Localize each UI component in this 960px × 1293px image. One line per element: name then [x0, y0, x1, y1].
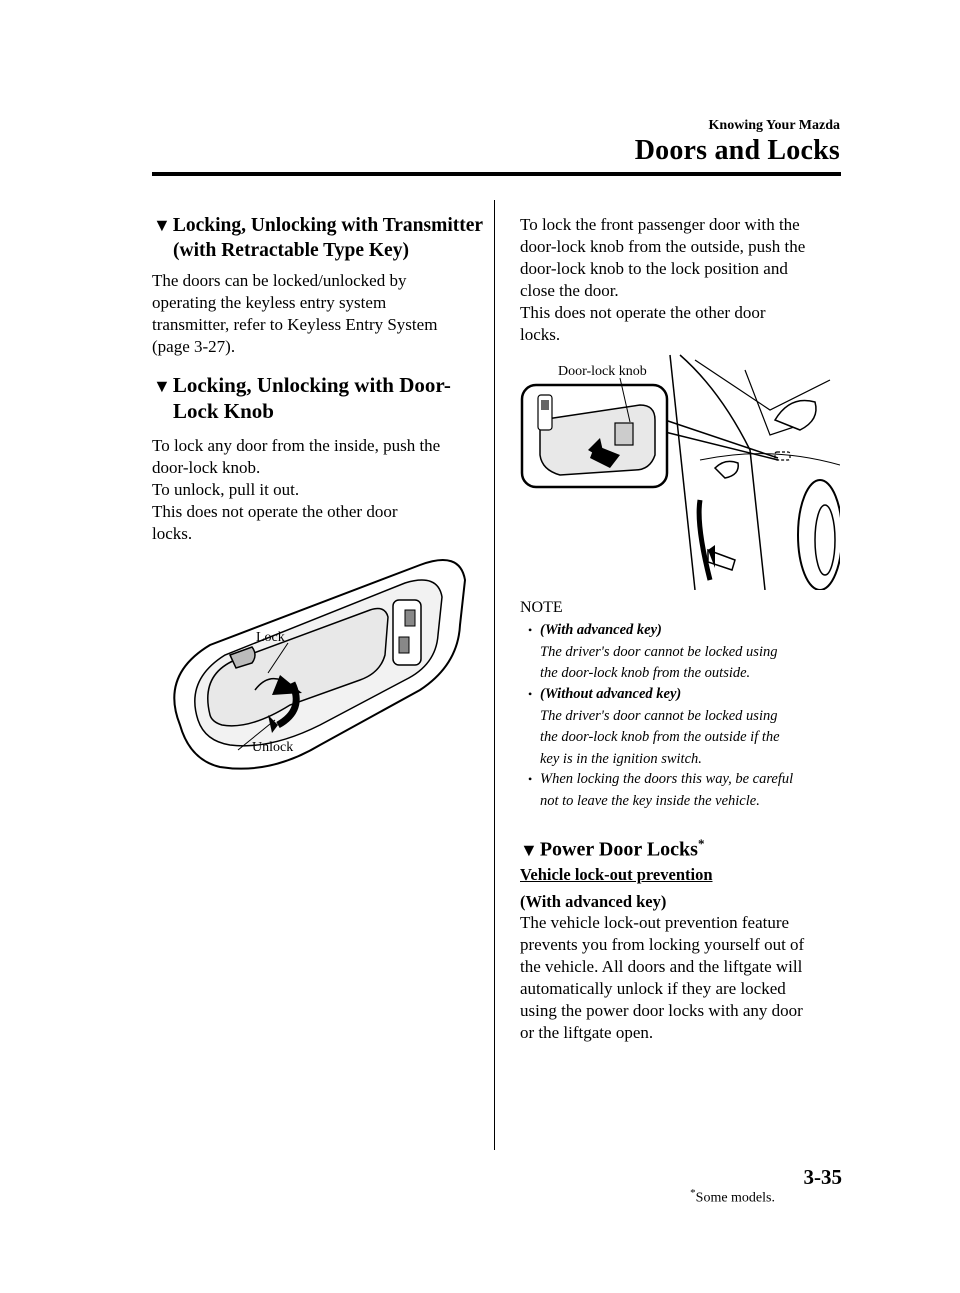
- paragraph-transmitter: The doors can be locked/unlocked by operating the keyless entry system transmitter, refer to Keyless Entry System (page 3-27).: [152, 271, 438, 356]
- triangle-icon: ▼: [153, 376, 171, 396]
- subheading-lockout-prevention: Vehicle lock-out prevention: [520, 865, 713, 884]
- header-rule: [152, 172, 841, 176]
- heading-power-door-locks: ▼ Power Door Locks*: [520, 836, 705, 861]
- heading-door-lock-knob-line2: Lock Knob: [173, 399, 274, 423]
- lock-label: Lock: [256, 630, 285, 645]
- door-lock-knob-part: [615, 423, 633, 445]
- unlock-label: Unlock: [252, 740, 294, 755]
- triangle-icon: ▼: [520, 839, 538, 860]
- column-divider: [494, 200, 495, 1150]
- heading-door-lock-knob: ▼Locking, Unlocking with Door-: [153, 373, 451, 397]
- door-lock-knob-label: Door-lock knob: [558, 364, 647, 379]
- bullet-icon: •: [528, 687, 533, 701]
- some-models-note: *Some models.: [690, 1187, 775, 1206]
- section-title: Doors and Locks: [634, 135, 840, 166]
- heading-transmitter: ▼ Locking, Unlocking with Transmitter: [153, 215, 484, 236]
- note-item-without-advanced-key: • (Without advanced key) The driver's door cannot be locked using the door-lock knob from the outside if the key is in the ignition switch.: [528, 686, 780, 767]
- note-item-careful: • When locking the doors this way, be careful not to leave the key inside the vehicle.: [528, 771, 794, 809]
- page-number: 3-35: [803, 1165, 842, 1189]
- asterisk-mark: *: [697, 836, 705, 851]
- bullet-icon: •: [528, 772, 533, 786]
- paragraph-door-lock-knob: To lock any door from the inside, push the door-lock knob. To unlock, pull it out. This does not operate the other door locks.: [152, 436, 441, 543]
- heading-transmitter-line2: (with Retractable Type Key): [173, 240, 409, 261]
- subheading-with-advanced-key: (With advanced key): [520, 892, 667, 911]
- paragraph-lockout-prevention: The vehicle lock-out prevention feature prevents you from locking yourself out of the vehicle. All doors and the liftgate will automatically unlock if they are locked using the power door locks with any door or the liftgate open.: [520, 913, 805, 1042]
- triangle-icon: ▼: [153, 215, 171, 235]
- paragraph-outside-lock: To lock the front passenger door with the door-lock knob from the outside, push the door-lock knob to the lock position and close the door. This does not operate the other door locks.: [520, 215, 806, 344]
- note-title: NOTE: [520, 599, 563, 616]
- car-door-figure: [520, 350, 840, 590]
- chapter-title: Knowing Your Mazda: [708, 118, 840, 133]
- inner-door-handle-figure: [160, 555, 470, 775]
- note-item-advanced-key: • (With advanced key) The driver's door cannot be locked using the door-lock knob from the outside.: [528, 622, 778, 681]
- outer-door-handle: [715, 461, 738, 478]
- bullet-icon: •: [528, 623, 533, 637]
